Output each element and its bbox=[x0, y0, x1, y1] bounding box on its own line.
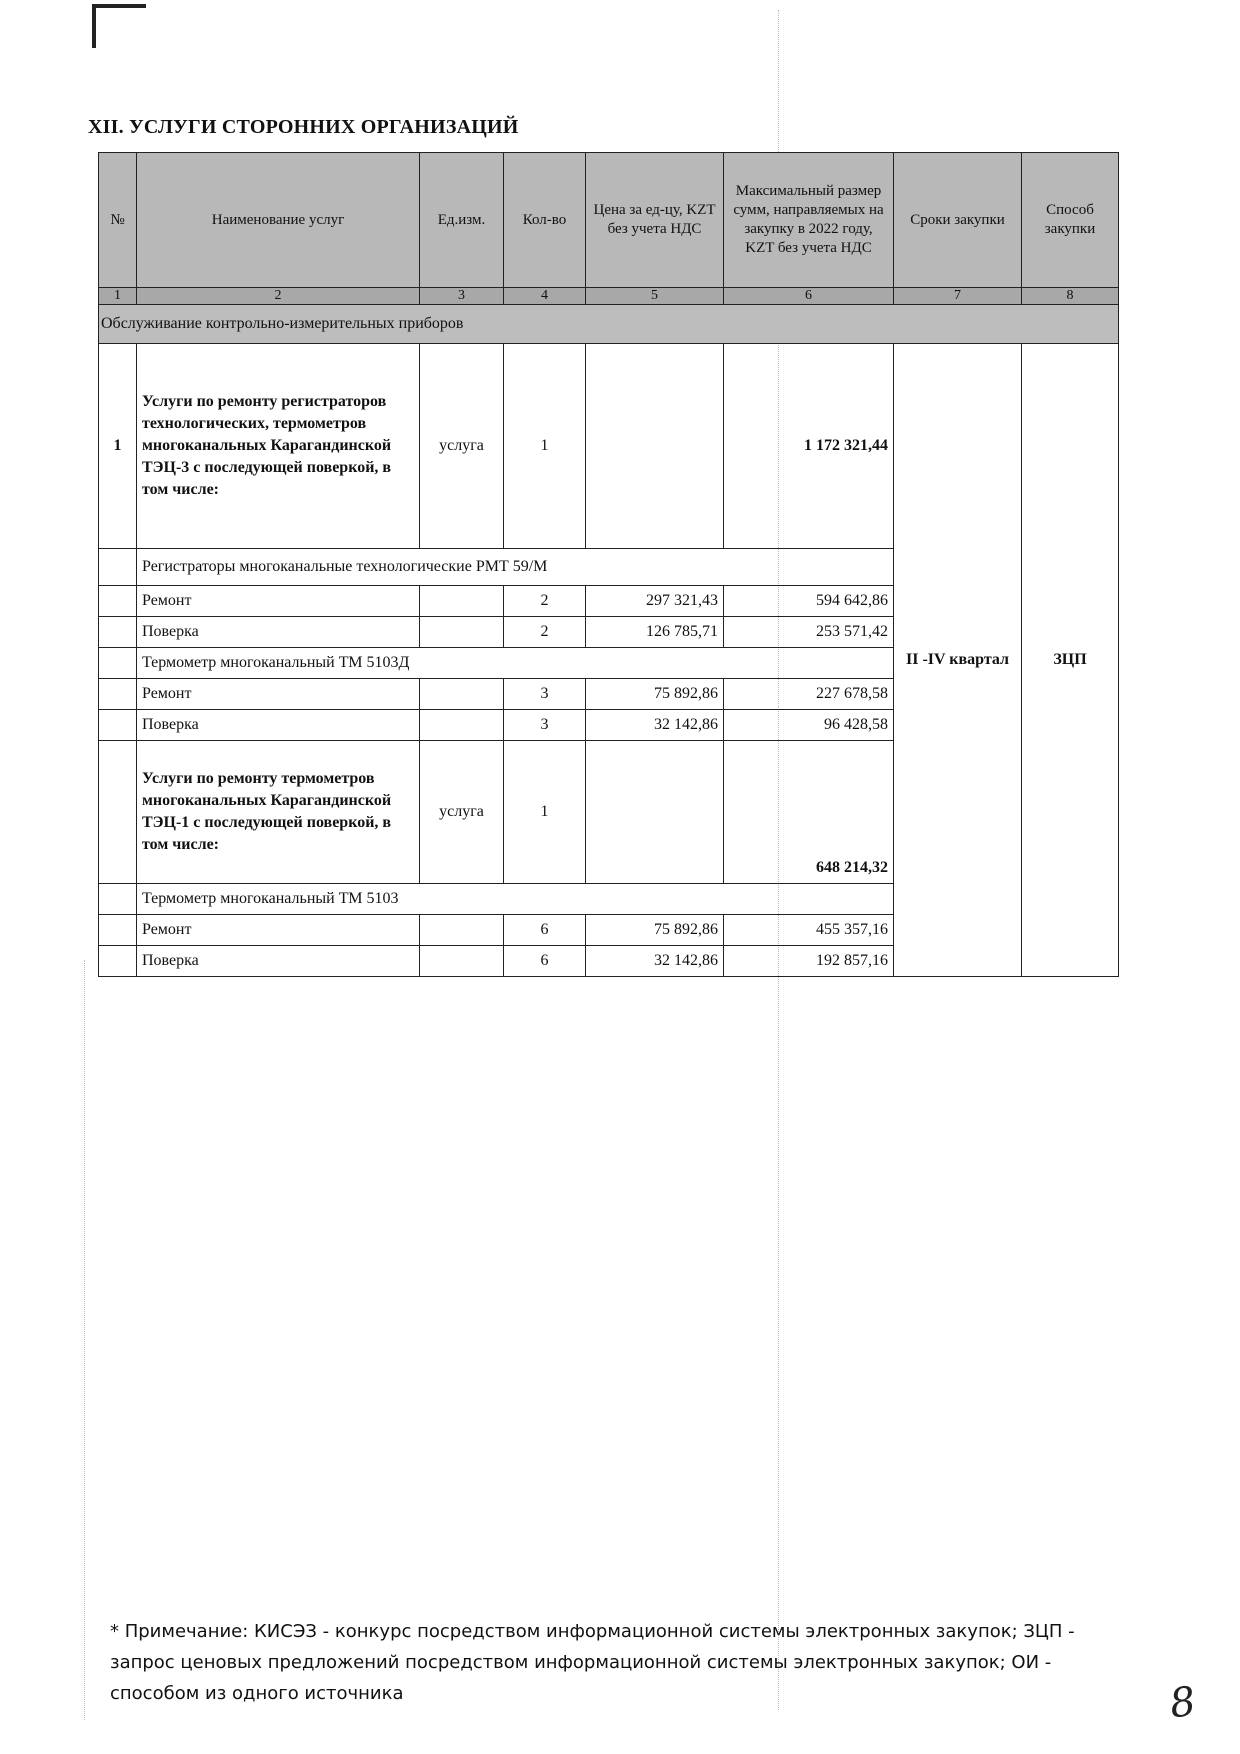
item2-qty: 1 bbox=[504, 741, 586, 884]
row-name: Ремонт bbox=[137, 915, 420, 946]
col-num: 4 bbox=[504, 288, 586, 305]
col-num: 8 bbox=[1022, 288, 1119, 305]
footnote: * Примечание: КИСЭЗ - конкурс посредством информационной системы электронных закупок; ЗЦП - запрос ценовых предложений посредством информационной системы электронных закупок; ОИ - способом из одного источника bbox=[110, 1621, 1075, 1704]
item1-qty: 1 bbox=[504, 344, 586, 549]
col-num: 1 bbox=[99, 288, 137, 305]
row-name: Поверка bbox=[137, 617, 420, 648]
item1-unit: услуга bbox=[420, 344, 504, 549]
row-qty: 2 bbox=[504, 617, 586, 648]
row-price: 32 142,86 bbox=[586, 946, 724, 977]
page-number: 8 bbox=[1166, 1678, 1199, 1728]
empty-cell bbox=[99, 710, 137, 741]
row-total: 227 678,58 bbox=[724, 679, 894, 710]
row-qty: 6 bbox=[504, 915, 586, 946]
row-price: 297 321,43 bbox=[586, 586, 724, 617]
empty-cell bbox=[420, 617, 504, 648]
row-total: 96 428,58 bbox=[724, 710, 894, 741]
empty-cell bbox=[420, 915, 504, 946]
procurement-method: ЗЦП bbox=[1022, 344, 1119, 977]
row-qty: 2 bbox=[504, 586, 586, 617]
col-num: 5 bbox=[586, 288, 724, 305]
section-title: XII. УСЛУГИ СТОРОННИХ ОРГАНИЗАЦИЙ bbox=[88, 116, 519, 138]
row-total: 192 857,16 bbox=[724, 946, 894, 977]
item1-total: 1 172 321,44 bbox=[724, 344, 894, 549]
row-price: 126 785,71 bbox=[586, 617, 724, 648]
empty-cell bbox=[420, 946, 504, 977]
item1-no: 1 bbox=[99, 344, 137, 549]
section-row bbox=[99, 305, 1119, 344]
empty-cell bbox=[99, 741, 137, 884]
header-total: Максимальный размер сумм, направляемых на закупку в 2022 году, KZT без учета НДС bbox=[724, 153, 894, 288]
row-name: Ремонт bbox=[137, 586, 420, 617]
section-label: Обслуживание контрольно-измерительных приборов bbox=[99, 305, 1119, 344]
group2-label: Термометр многоканальный ТМ 5103Д bbox=[137, 648, 894, 679]
header-period: Сроки закупки bbox=[894, 153, 1022, 288]
row-qty: 6 bbox=[504, 946, 586, 977]
group1-label: Регистраторы многоканальные технологические РМТ 59/М bbox=[137, 549, 894, 586]
row-qty: 3 bbox=[504, 679, 586, 710]
procurement-period: II -IV квартал bbox=[894, 344, 1022, 977]
row-name: Ремонт bbox=[137, 679, 420, 710]
group3-label: Термометр многоканальный ТМ 5103 bbox=[137, 884, 894, 915]
empty-cell bbox=[99, 679, 137, 710]
empty-cell bbox=[99, 586, 137, 617]
empty-cell bbox=[99, 915, 137, 946]
row-name: Поверка bbox=[137, 946, 420, 977]
col-num: 7 bbox=[894, 288, 1022, 305]
empty-cell bbox=[99, 884, 137, 915]
row-qty: 3 bbox=[504, 710, 586, 741]
row-total: 594 642,86 bbox=[724, 586, 894, 617]
scan-dotted-artifact-left bbox=[84, 960, 86, 1720]
header-method: Способ закупки bbox=[1022, 153, 1119, 288]
col-num: 2 bbox=[137, 288, 420, 305]
row-total: 253 571,42 bbox=[724, 617, 894, 648]
header-name: Наименование услуг bbox=[137, 153, 420, 288]
table-row bbox=[99, 344, 1119, 549]
col-num: 3 bbox=[420, 288, 504, 305]
header-qty: Кол-во bbox=[504, 153, 586, 288]
services-table bbox=[98, 152, 1119, 977]
row-price: 75 892,86 bbox=[586, 679, 724, 710]
header-unit: Ед.изм. bbox=[420, 153, 504, 288]
item2-name: Услуги по ремонту термометров многоканальных Карагандинской ТЭЦ-1 с последующей поверкой, в том числе: bbox=[137, 741, 420, 884]
empty-cell bbox=[99, 549, 137, 586]
empty-cell bbox=[99, 648, 137, 679]
empty-cell bbox=[99, 946, 137, 977]
header-no: № bbox=[99, 153, 137, 288]
header-price: Цена за ед-цу, KZT без учета НДС bbox=[586, 153, 724, 288]
header-row bbox=[99, 153, 1119, 288]
row-name: Поверка bbox=[137, 710, 420, 741]
item2-unit: услуга bbox=[420, 741, 504, 884]
item1-name: Услуги по ремонту регистраторов технологических, термометров многоканальных Карагандинской ТЭЦ-3 с последующей поверкой, в том числе: bbox=[137, 344, 420, 549]
empty-cell bbox=[420, 710, 504, 741]
empty-cell bbox=[99, 617, 137, 648]
item2-total: 648 214,32 bbox=[724, 741, 894, 884]
scan-corner-mark bbox=[92, 4, 146, 8]
scan-corner-mark-vertical bbox=[92, 4, 96, 48]
empty-cell bbox=[420, 586, 504, 617]
item1-price bbox=[586, 344, 724, 549]
row-price: 32 142,86 bbox=[586, 710, 724, 741]
row-total: 455 357,16 bbox=[724, 915, 894, 946]
col-num: 6 bbox=[724, 288, 894, 305]
empty-cell bbox=[586, 741, 724, 884]
row-price: 75 892,86 bbox=[586, 915, 724, 946]
column-number-row bbox=[99, 288, 1119, 305]
empty-cell bbox=[420, 679, 504, 710]
